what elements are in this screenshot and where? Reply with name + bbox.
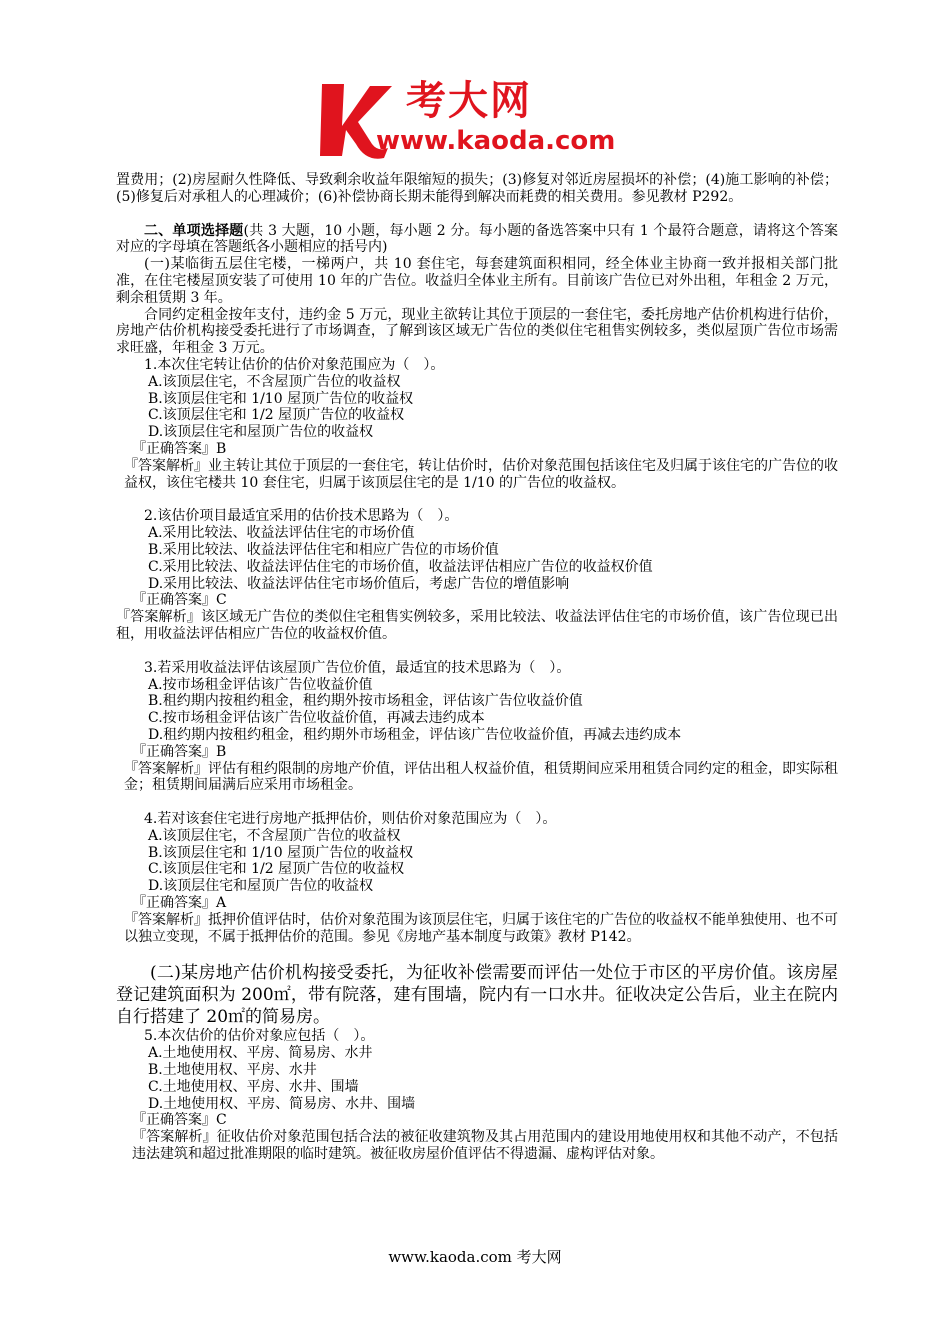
q1-answer: 『正确答案』B (132, 440, 227, 457)
q4-option-d: D.该顶层住宅和屋顶广告位的收益权 (148, 878, 374, 895)
q5-option-b: B.土地使用权、平房、水井 (148, 1062, 317, 1079)
q3-answer: 『正确答案』B (132, 743, 227, 760)
q3-option-d: D.租约期内按租约租金，租约期外市场租金，评估该广告位收益价值，再减去违约成本 (148, 726, 682, 743)
q1-stem: 1.本次住宅转让估价的估价对象范围应为（ ）。 (144, 356, 445, 373)
spacer (116, 794, 838, 811)
spacer (116, 206, 838, 223)
q3-stem: 3.若采用收益法评估该屋顶广告位价值，最适宜的技术思路为（ ）。 (144, 659, 571, 676)
case2-paragraph: (二)某房地产估价机构接受委托，为征收补偿需要而评估一处位于市区的平房价值。该房屋登记建筑面积为 200㎡，带有院落，建有围墙，院内有一口水井。征收决定公告后，业主在院内自行搭建了 20㎡的简易房。 (116, 963, 838, 1028)
q2-answer: 『正确答案』C (132, 592, 227, 609)
q4-answer: 『正确答案』A (132, 895, 227, 912)
case1-paragraph-1: (一)某临街五层住宅楼，一梯两户，共 10 套住宅，每套建筑面积相同，经全体业主协商一致并报相关部门批准，在住宅楼屋顶安装了可使用 10 年的广告位。收益归全体业主所有。目前该广告位已对外出租，年租金 2 万元，剩余租赁期 3 年。 (116, 256, 838, 306)
q1-option-b: B.该顶层住宅和 1/10 屋顶广告位的收益权 (148, 390, 414, 407)
spacer (116, 643, 838, 660)
kaoda-logo (318, 78, 638, 160)
logo-name: 考大网 (406, 78, 532, 124)
section-title: 二、单项选择题 (144, 222, 244, 239)
q3-analysis: 『答案解析』评估有租约限制的房地产价值，评估出租人权益价值，租赁期间应采用租赁合同约定的租金，即实际租金；租赁期间届满后应采用市场租金。 (124, 760, 838, 794)
q5-option-c: C.土地使用权、平房、水井、围墙 (148, 1078, 359, 1095)
q4-option-b: B.该顶层住宅和 1/10 屋顶广告位的收益权 (148, 844, 414, 861)
q5-option-d: D.土地使用权、平房、简易房、水井、围墙 (148, 1095, 416, 1112)
q1-option-c: C.该顶层住宅和 1/2 屋顶广告位的收益权 (148, 407, 405, 424)
q1-option-d: D.该顶层住宅和屋顶广告位的收益权 (148, 424, 374, 441)
section-header (116, 223, 838, 257)
q1-option-a: A.该顶层住宅，不含屋顶广告位的收益权 (148, 373, 401, 390)
q5-stem: 5.本次估价的估价对象应包括（ ）。 (144, 1028, 375, 1045)
q5-answer: 『正确答案』C (132, 1112, 227, 1129)
q4-stem: 4.若对该套住宅进行房地产抵押估价，则估价对象范围应为（ ）。 (144, 811, 557, 828)
q3-option-a: A.按市场租金评估该广告位收益价值 (148, 676, 373, 693)
q2-analysis: 『答案解析』该区域无广告位的类似住宅租售实例较多，采用比较法、收益法评估住宅的市场价值，该广告位现已出租，用收益法评估相应广告位的收益权价值。 (116, 609, 838, 642)
q5-option-a: A.土地使用权、平房、简易房、水井 (148, 1045, 373, 1062)
case1-paragraph-2: 合同约定租金按年支付，违约金 5 万元，现业主欲转让其位于顶层的一套住宅，委托房地产估价机构进行估价，房地产估价机构接受委托进行了市场调查，了解到该区域无广告位的类似住宅租售实例较多，类似屋顶广告位市场需求旺盛，年租金 3 万元。 (116, 306, 838, 357)
q2-option-a: A.采用比较法、收益法评估住宅的市场价值 (148, 525, 415, 542)
q4-analysis: 『答案解析』抵押价值评估时，估价对象范围为该顶层住宅，归属于该住宅的广告位的收益权不能单独使用、也不可以独立变现，不属于抵押估价的范围。参见《房地产基本制度与政策》教材 P142。 (124, 911, 838, 945)
document-body (116, 172, 838, 1163)
q3-option-b: B.租约期内按租约租金，租约期外按市场租金，评估该广告位收益价值 (148, 693, 583, 710)
spacer (116, 491, 838, 508)
q2-stem: 2.该估价项目最适宜采用的估价技术思路为（ ）。 (144, 508, 459, 525)
logo-url: www.kaoda.com (376, 126, 616, 156)
q2-option-b: B.采用比较法、收益法评估住宅和相应广告位的市场价值 (148, 541, 499, 558)
q2-option-c: C.采用比较法、收益法评估住宅的市场价值，收益法评估相应广告位的收益权价值 (148, 558, 653, 575)
q1-analysis: 『答案解析』业主转让其位于顶层的一套住宅，转让估价时，估价对象范围包括该住宅及归属于该住宅的广告位的收益权，该住宅楼共 10 套住宅，归属于该顶层住宅的是 1/10 的广告位的收益权。 (124, 457, 838, 491)
page-footer: www.kaoda.com 考大网 (388, 1248, 562, 1266)
q2-option-d: D.采用比较法、收益法评估住宅市场价值后，考虑广告位的增值影响 (148, 575, 570, 592)
q5-analysis: 『答案解析』征收估价对象范围包括合法的被征收建筑物及其占用范围内的建设用地使用权和其他不动产，不包括违法建筑和超过批准期限的临时建筑。被征收房屋价值评估不得遗漏、虚构评估对象。 (132, 1129, 838, 1163)
q4-option-a: A.该顶层住宅，不含屋顶广告位的收益权 (148, 827, 401, 844)
q4-option-c: C.该顶层住宅和 1/2 屋顶广告位的收益权 (148, 861, 405, 878)
spacer (116, 945, 838, 962)
section-description: (共 3 大题，10 小题，每小题 2 分。每小题的备选答案中只有 1 个最符合题意，请将这个答案对应的字母填在答题纸各小题相应的括号内) (116, 222, 839, 256)
intro-paragraph: 置费用；(2)房屋耐久性降低、导致剩余收益年限缩短的损失；(3)修复对邻近房屋损坏的补偿；(4)施工影响的补偿；(5)修复后对承租人的心理减价；(6)补偿协商长期未能得到解决而耗费的相关费用。参见教材 P292。 (116, 172, 838, 205)
q3-option-c: C.按市场租金评估该广告位收益价值，再减去违约成本 (148, 710, 485, 727)
